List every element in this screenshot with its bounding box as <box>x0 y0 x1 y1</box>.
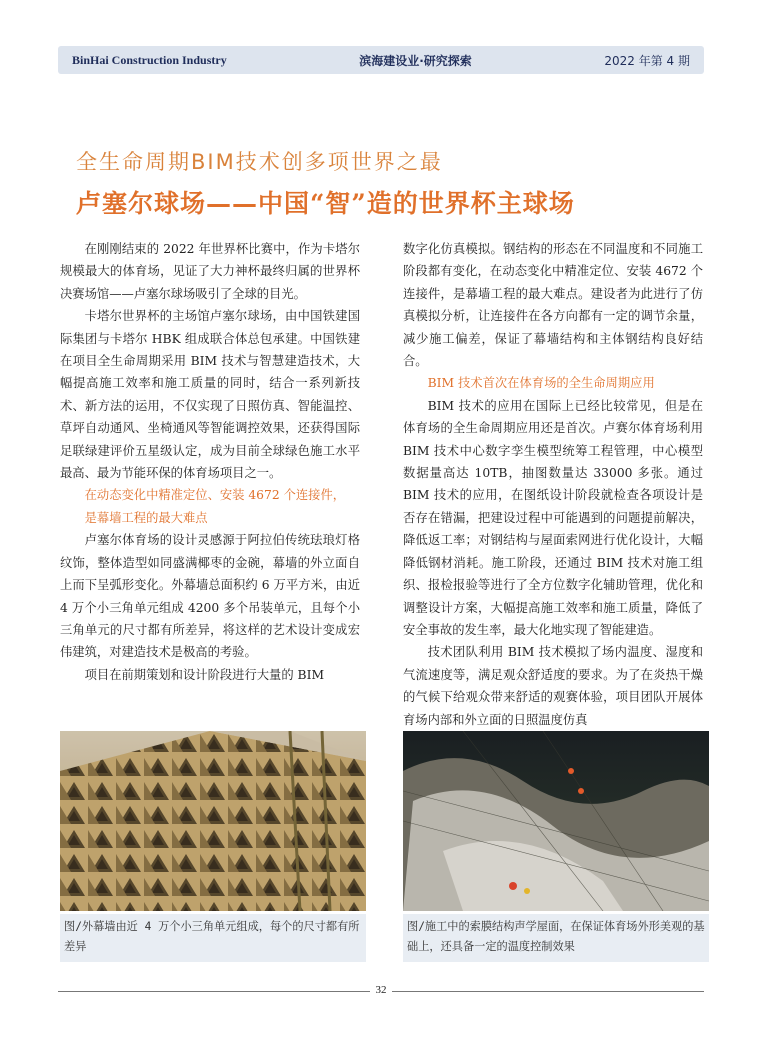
article-subtitle: 全生命周期BIM技术创多项世界之最 <box>76 150 443 174</box>
paragraph: 卢塞尔体育场的设计灵感源于阿拉伯传统珐琅灯格纹饰，整体造型如同盛满椰枣的金碗，幕墙的外立面自上而下呈弧形变化。外幕墙总面积约 6 万平方米，由近 4 万个小三角单元组成 4200 多个吊装单元，且每个小三角单元的尺寸都有所差异，将这样的艺术设计变成宏伟建筑，对建造技术是极高的考验。 <box>60 533 360 660</box>
figure-caption: 图/施工中的索膜结构声学屋面，在保证体育场外形美观的基础上，还具备一定的温度控制效果 <box>403 914 709 962</box>
page-number: 32 <box>375 984 387 996</box>
figure-caption: 图/外幕墙由近 4 万个小三角单元组成，每个的尺寸都有所差异 <box>60 914 366 962</box>
paragraph: 数字化仿真模拟。钢结构的形态在不同温度和不同施工阶段都有变化，在动态变化中精准定位、安装 4672 个连接件，是幕墙工程的最大难点。建设者为此进行了仿真模拟分析，让连接件在各方向都有一定的调节余量，减少施工偏差，保证了幕墙结构和主体钢结构良好结合。 <box>403 242 703 369</box>
journal-chinese-name: 滨海建设业·研究探索 <box>359 53 472 68</box>
paragraph: 技术团队利用 BIM 技术模拟了场内温度、湿度和气流速度等，满足观众舒适度的要求。为了在炎热干燥的气候下给观众带来舒适的观赛体验，项目团队开展体育场内部和外立面的日照温度仿真 <box>403 645 703 727</box>
paragraph: BIM 技术的应用在国际上已经比较常见，但是在体育场的全生命周期应用还是首次。卢赛尔体育场利用 BIM 技术中心数字孪生模型统筹工程管理，中心模型数据量高达 10TB，抽图数量达 33000 多张。通过 BIM 技术的应用，在图纸设计阶段就检查各项设计是否存在错漏，把建设过程中可能遇到的问题提前解决，降低返工率；对钢结构与屋面索网进行优化设计，大幅降低钢材消耗。施工阶段，还通过 BIM 技术对施工组织、报检报验等进行了全方位数字化辅助管理，优化和调整设计方案，大幅提高施工效率和施工质量，降低了安全事故的发生率，最大化地实现了智能建造。 <box>403 398 703 637</box>
issue-label: 2022 年第 4 期 <box>604 53 690 68</box>
footer-divider <box>392 991 704 992</box>
facade-photo <box>60 731 366 911</box>
article-title: 卢塞尔球场——中国“智”造的世界杯主球场 <box>76 189 575 218</box>
journal-english-name: BinHai Construction Industry <box>72 52 227 67</box>
paragraph: 项目在前期策划和设计阶段进行大量的 BIM <box>84 667 325 682</box>
running-header <box>58 46 704 74</box>
paragraph: 卡塔尔世界杯的主场馆卢塞尔球场，由中国铁建国际集团与卡塔尔 HBK 组成联合体总包承建。中国铁建在项目全生命周期采用 BIM 技术与智慧建造技术，大幅提高施工效率和施工质量的同时，结合一系列新技术、新方法的运用，不仅实现了日照仿真、智能温控、草坪自动通风、坐椅通风等智能调控效果，还获得国际足联绿建评价五星级认定，成为目前全球绿色施工水平最高、最为节能环保的体育场项目之一。 <box>60 309 360 481</box>
footer-divider <box>58 991 370 992</box>
right-column <box>403 238 703 731</box>
section-heading-continued: 是幕墙工程的最大难点 <box>84 510 208 525</box>
section-heading: 在动态变化中精准定位、安装 4672 个连接件， <box>84 488 346 503</box>
left-column <box>60 238 360 686</box>
roof-construction-photo <box>403 731 709 911</box>
paragraph: 在刚刚结束的 2022 年世界杯比赛中，作为卡塔尔规模最大的体育场，见证了大力神杯最终归属的世界杯决赛场馆——卢塞尔球场吸引了全球的目光。 <box>60 242 360 301</box>
section-heading: BIM 技术首次在体育场的全生命周期应用 <box>427 376 655 391</box>
